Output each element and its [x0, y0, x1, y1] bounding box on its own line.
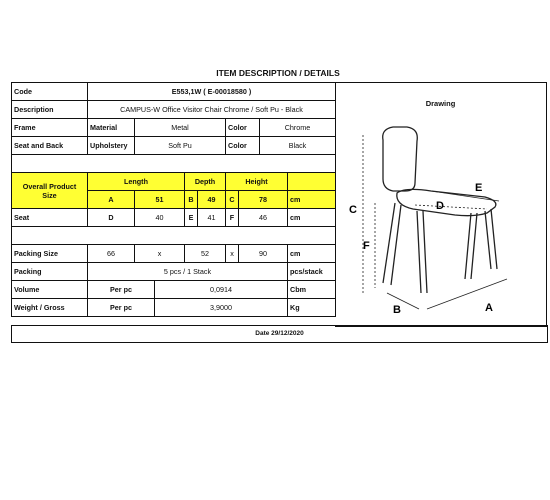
frame-material-label: Material — [88, 119, 135, 137]
weight-label: Weight / Gross — [12, 299, 88, 317]
dim-a-line — [427, 279, 507, 309]
drawing-label: Drawing — [425, 99, 456, 108]
seat-back-color-label: Color — [226, 137, 260, 155]
gap-row — [12, 155, 336, 173]
packing-row — [12, 263, 336, 281]
dim-c-value: 78 — [239, 191, 288, 209]
dim-f-value: 46 — [239, 209, 288, 227]
seat-back-color: Black — [260, 137, 336, 155]
dim-d-value: 40 — [135, 209, 185, 227]
overall-label — [12, 173, 88, 209]
code-label: Code — [12, 83, 88, 101]
spec-table — [11, 82, 336, 317]
packing-label: Packing — [12, 263, 88, 281]
dim-a-value: 51 — [135, 191, 185, 209]
dim-letter-b: B — [393, 304, 401, 316]
overall-unit: cm — [288, 191, 336, 209]
length-header: Length — [88, 173, 185, 191]
dim-c-label: C — [226, 191, 239, 209]
weight-value: 3,9000 — [155, 299, 288, 317]
dim-letter-a: A — [485, 302, 493, 314]
volume-value: 0,0914 — [155, 281, 288, 299]
dim-e-value: 41 — [198, 209, 226, 227]
overall-label-line1: Overall Product — [22, 181, 77, 191]
description-value: CAMPUS-W Office Visitor Chair Chrome / Soft Pu - Black — [88, 101, 336, 119]
date-row: Date 29/12/2020 — [11, 325, 548, 343]
dim-b-line — [387, 293, 419, 309]
description-row — [12, 101, 336, 119]
description-label: Description — [12, 101, 88, 119]
depth-header: Depth — [185, 173, 226, 191]
dim-b-label: B — [185, 191, 198, 209]
gap-row — [12, 227, 336, 245]
packing-size-x2: x — [226, 245, 239, 263]
dim-b-value: 49 — [198, 191, 226, 209]
chair-leg — [383, 203, 401, 285]
seat-back-label: Seat and Back — [12, 137, 88, 155]
volume-row — [12, 281, 336, 299]
seat-label: Seat — [12, 209, 88, 227]
dim-e-label: E — [185, 209, 198, 227]
packing-size-x1: x — [135, 245, 185, 263]
chair-leg — [465, 213, 477, 279]
volume-unit: Cbm — [288, 281, 336, 299]
dim-letter-c: C — [349, 204, 357, 216]
packing-size-unit: cm — [288, 245, 336, 263]
dim-f-label: F — [226, 209, 239, 227]
packing-unit: pcs/stack — [288, 263, 336, 281]
packing-size-label: Packing Size — [12, 245, 88, 263]
weight-per: Per pc — [88, 299, 155, 317]
sheet-title: ITEM DESCRIPTION / DETAILS — [216, 68, 340, 78]
item-sheet — [9, 66, 547, 336]
seat-back-material: Soft Pu — [135, 137, 226, 155]
chair-leg — [485, 209, 497, 269]
packing-size-row — [12, 245, 336, 263]
frame-material: Metal — [135, 119, 226, 137]
height-header: Height — [226, 173, 288, 191]
code-row — [12, 83, 336, 101]
dim-letter-e: E — [475, 182, 483, 194]
dim-a-label: A — [88, 191, 135, 209]
overall-header-blank — [288, 173, 336, 191]
code-value: E553,1W ( E-00018580 ) — [88, 83, 336, 101]
volume-label: Volume — [12, 281, 88, 299]
weight-unit: Kg — [288, 299, 336, 317]
frame-label: Frame — [12, 119, 88, 137]
frame-color: Chrome — [260, 119, 336, 137]
frame-row — [12, 119, 336, 137]
packing-size-height: 90 — [239, 245, 288, 263]
seat-back-row — [12, 137, 336, 155]
overall-label-line2: Size — [42, 190, 57, 200]
packing-size-length: 66 — [88, 245, 135, 263]
drawing-panel — [335, 82, 547, 327]
chair-backrest — [383, 127, 418, 191]
dim-d-line — [415, 205, 487, 209]
weight-row — [12, 299, 336, 317]
packing-size-width: 52 — [185, 245, 226, 263]
volume-per: Per pc — [88, 281, 155, 299]
frame-color-label: Color — [226, 119, 260, 137]
packing-value: 5 pcs / 1 Stack — [88, 263, 288, 281]
dim-letter-f: F — [363, 240, 370, 252]
seat-unit: cm — [288, 209, 336, 227]
overall-header-row — [12, 173, 336, 191]
chair-drawing — [335, 83, 546, 326]
dim-letter-d: D — [436, 200, 444, 212]
dim-d-label: D — [88, 209, 135, 227]
seat-row — [12, 209, 336, 227]
chair-leg — [417, 211, 427, 293]
seat-back-material-label: Upholstery — [88, 137, 135, 155]
